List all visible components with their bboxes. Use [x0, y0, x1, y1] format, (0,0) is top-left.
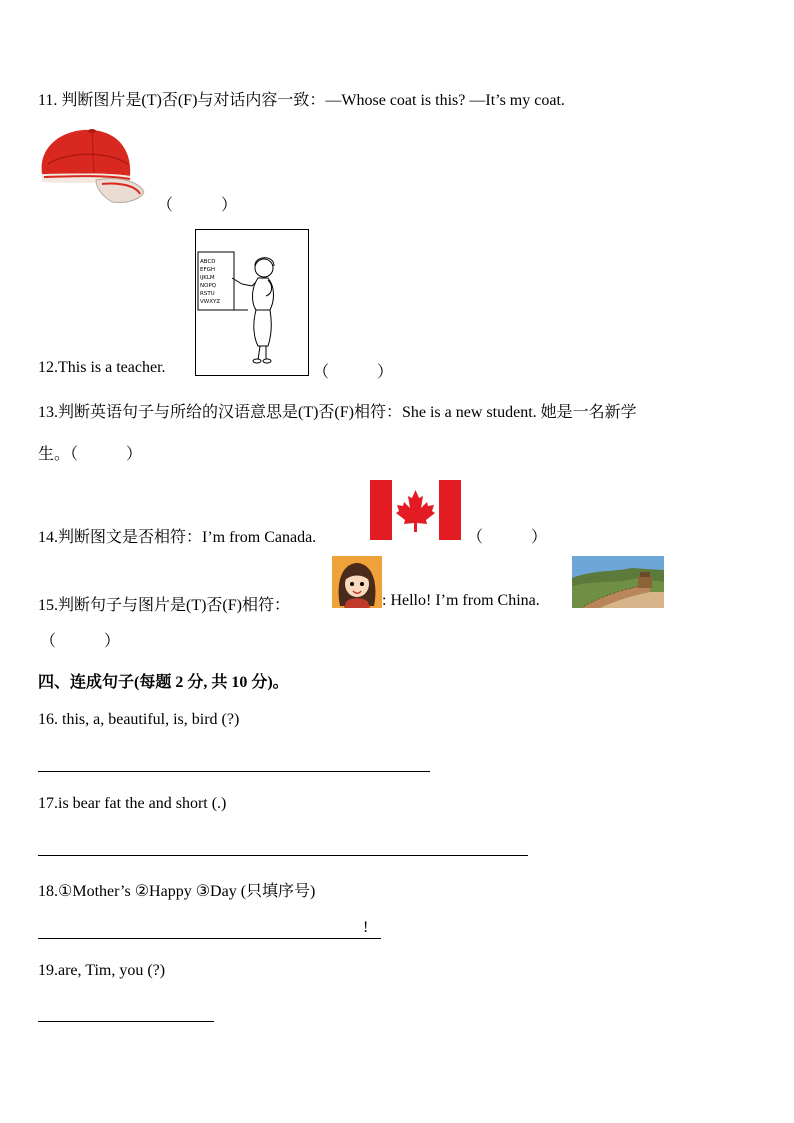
q16-answer-line[interactable]: [38, 771, 430, 772]
question-13-line1: 13.判断英语句子与所给的汉语意思是(T)否(F)相符：She is a new student. 她是一名新学: [38, 404, 637, 421]
board-line-4: NOPQ: [200, 283, 217, 289]
board-line-1: ABCD: [200, 259, 216, 265]
question-16: 16. this, a, beautiful, is, bird (?): [38, 711, 240, 728]
cap-image: [36, 124, 148, 210]
question-15-text-b: : Hello! I’m from China.: [382, 592, 540, 609]
board-line-6: VWXYZ: [200, 299, 221, 305]
q14-answer-paren[interactable]: （ ）: [467, 529, 548, 546]
board-line-2: EFGH: [200, 267, 216, 273]
q15-answer-paren[interactable]: （ ）: [40, 633, 121, 650]
q11-answer-paren[interactable]: （ ）: [157, 197, 238, 214]
q12-answer-paren[interactable]: （ ）: [313, 364, 394, 381]
question-14: 14.判断图文是否相符：I’m from Canada.: [38, 529, 317, 546]
q19-answer-line[interactable]: [38, 1021, 214, 1022]
q13-answer-paren[interactable]: （ ）: [70, 446, 143, 463]
girl-image: [332, 556, 382, 608]
question-13-line2: [38, 441, 142, 464]
question-18: 18.①Mother’s ②Happy ③Day (只填序号): [38, 883, 316, 900]
question-17: 17.is bear fat the and short (.): [38, 795, 227, 812]
section-4-title: 四、连成句子(每题 2 分, 共 10 分)。: [38, 674, 289, 691]
q17-answer-line[interactable]: [38, 855, 528, 856]
board-line-3: IJKLM: [200, 275, 215, 281]
q13-line2-text: 生。: [38, 446, 71, 463]
teacher-image: [195, 229, 309, 376]
q18-answer-line[interactable]: [38, 938, 381, 939]
question-15-text-a: 15.判断句子与图片是(T)否(F)相符：: [38, 597, 290, 614]
question-12: 12.This is a teacher.: [38, 359, 166, 376]
canada-flag-image: [370, 480, 461, 540]
great-wall-image: [572, 556, 664, 608]
question-19: 19.are, Tim, you (?): [38, 962, 166, 979]
q18-exclamation: !: [363, 919, 369, 936]
board-line-5: RSTU: [200, 291, 215, 297]
question-11: 11. 判断图片是(T)否(F)与对话内容一致：—Whose coat is this? —It’s my coat.: [38, 92, 565, 109]
